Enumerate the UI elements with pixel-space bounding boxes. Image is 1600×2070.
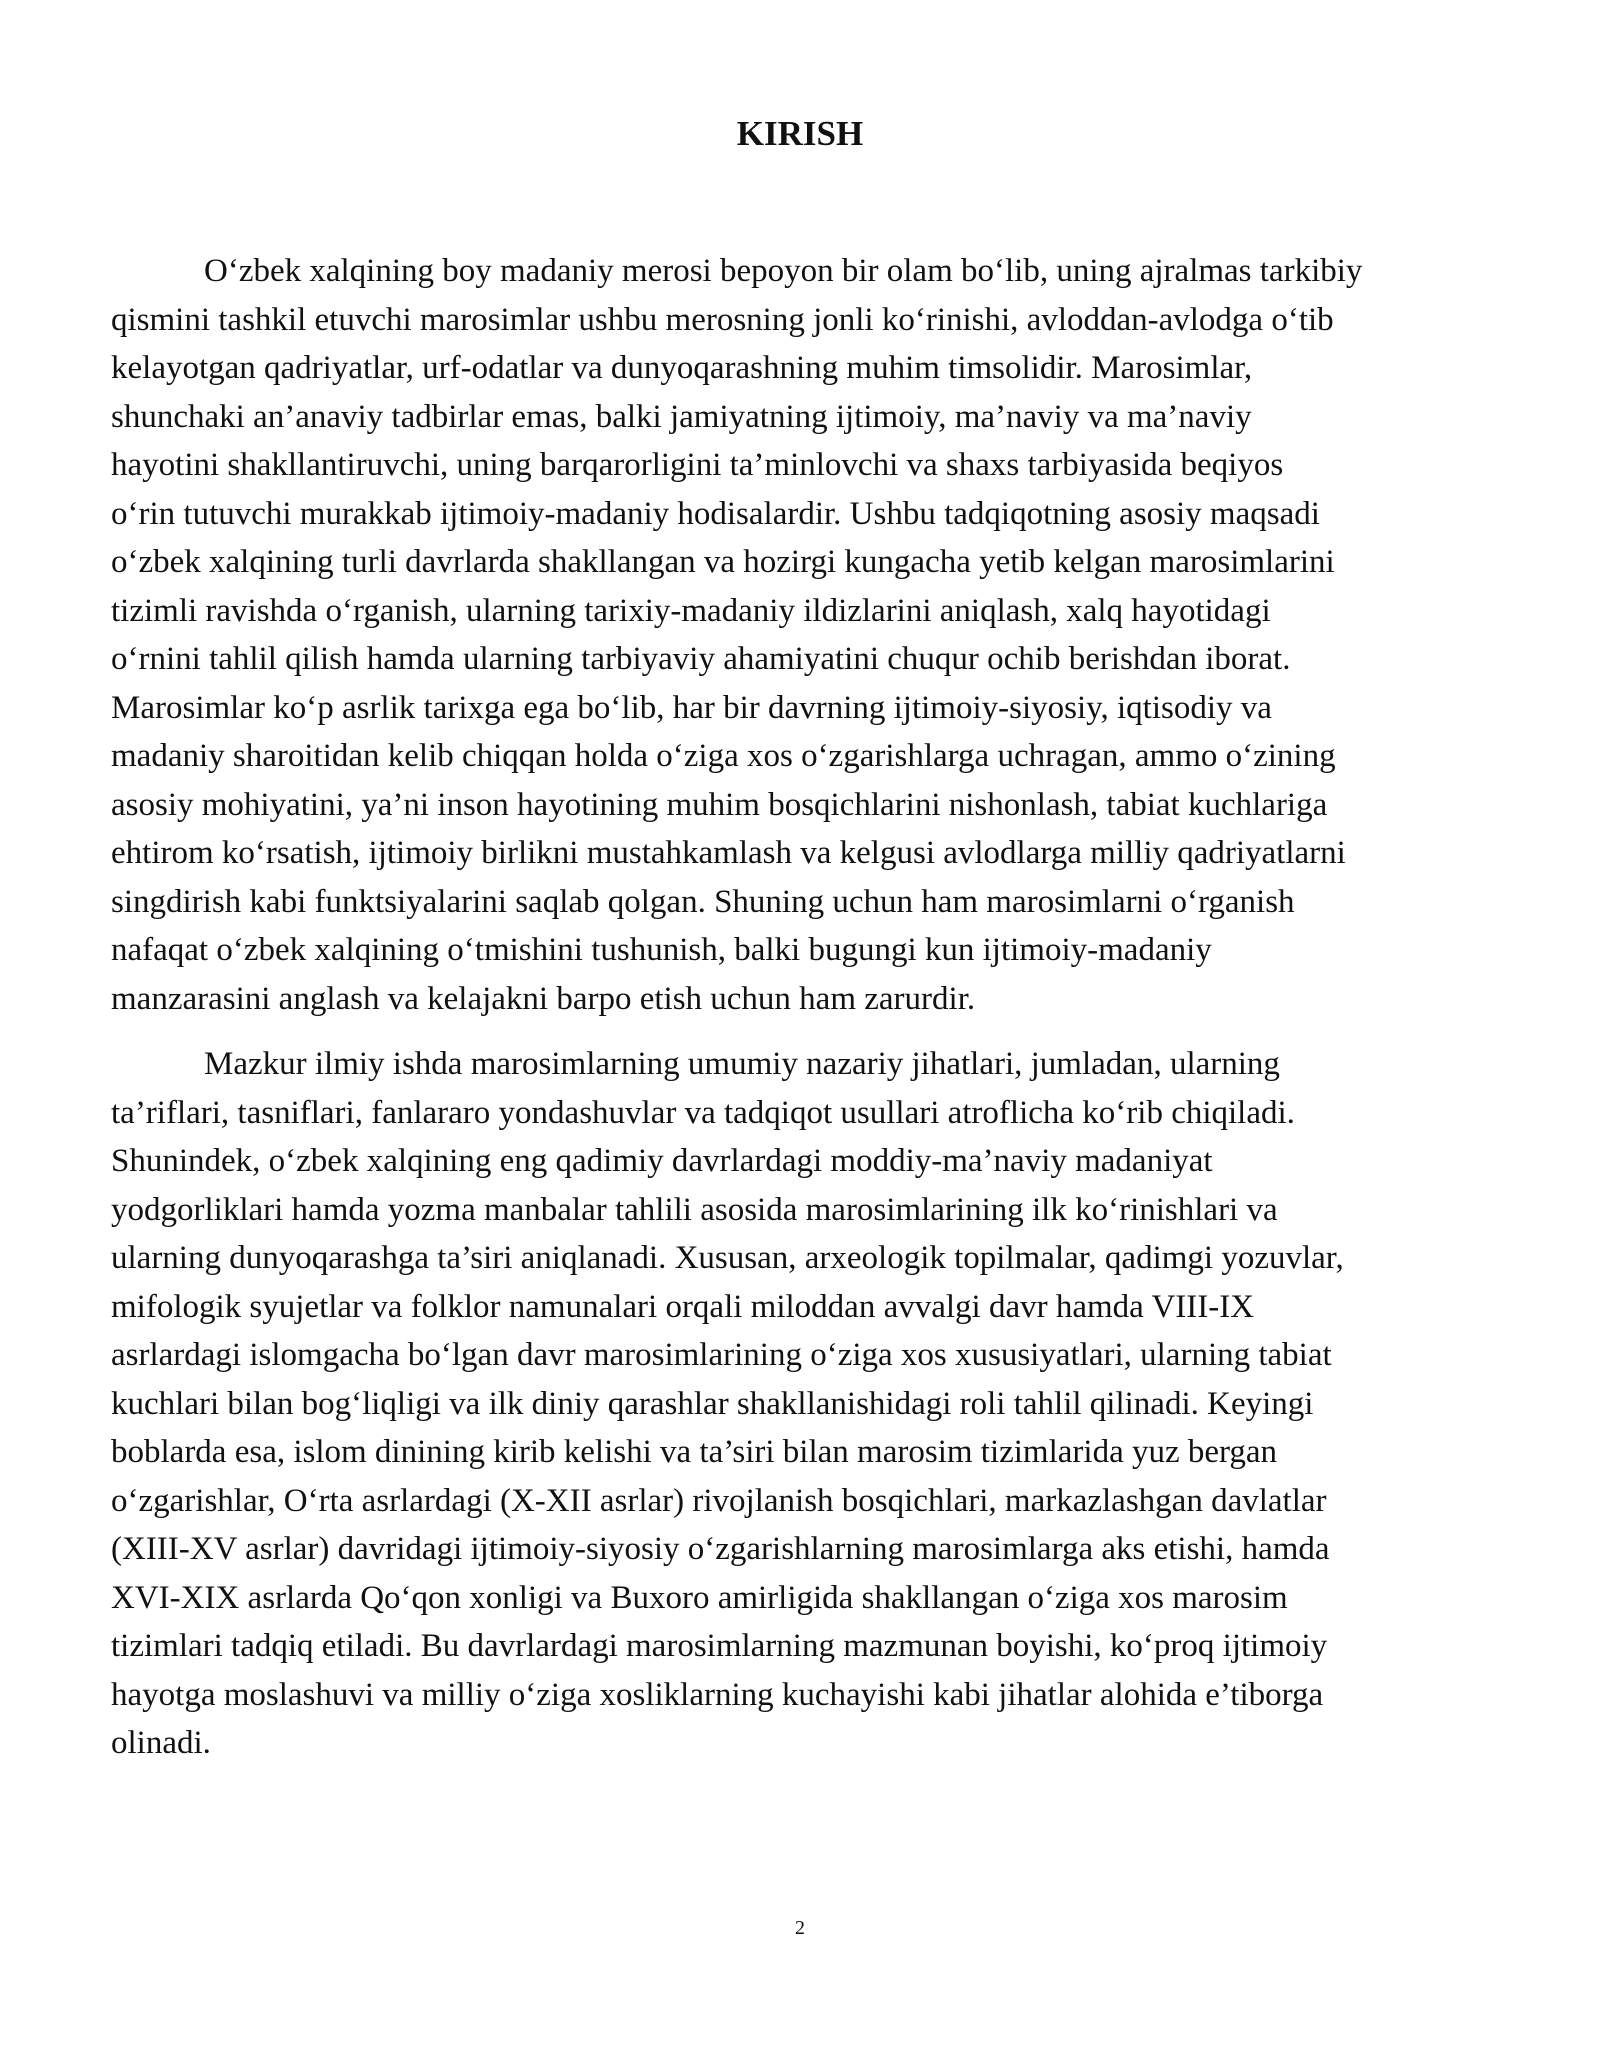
text-line: o‘rin tutuvchi murakkab ijtimoiy-madaniy hodisalardir. Ushbu tadqiqotning asosiy maqsadi [111,495,1320,532]
text-line: olinadi. [111,1725,211,1761]
text-line: (XIII-XV asrlar) davridagi ijtimoiy-siyosiy o‘zgarishlarning marosimlarga aks etishi, hamda [111,1531,1330,1567]
text-line: O‘zbek xalqining boy madaniy merosi bepoyon bir olam bo‘lib, uning ajralmas tarkibiy [204,253,1363,289]
text-line: boblarda esa, islom dinining kirib kelishi va ta’siri bilan marosim tizimlarida yuz bergan [111,1434,1278,1470]
page-number: 2 [795,1917,805,1939]
text-line: ularning dunyoqarashga ta’siri aniqlanadi. Xususan, arxeologik topilmalar, qadimgi yozuvlar, [111,1240,1344,1276]
text-line: XVI-XIX asrlarda Qo‘qon xonligi va Buxoro amirligida shakllangan o‘ziga xos marosim [111,1579,1288,1616]
paragraph [111,247,1501,1023]
text-line: asrlardagi islomgacha bo‘lgan davr marosimlarining o‘ziga xos xususiyatlari, ularning tabiat [111,1337,1332,1373]
text-line: ta’riflari, tasniflari, fanlararo yondashuvlar va tadqiqot usullari atroflicha ko‘rib chiqiladi. [111,1094,1295,1131]
text-line: tizimlari tadqiq etiladi. Bu davrlardagi marosimlarning mazmunan boyishi, ko‘proq ijtimoiy [111,1628,1328,1664]
text-line: qismini tashkil etuvchi marosimlar ushbu merosning jonli ko‘rinishi, avloddan-avlodga o‘tib [111,301,1334,338]
text-line: manzarasini anglash va kelajakni barpo etish uchun ham zarurdir. [111,980,976,1017]
text-line: o‘zbek xalqining turli davrlarda shakllangan va hozirgi kungacha yetib kelgan marosimlarini [111,544,1335,580]
body-text [111,247,1501,1785]
text-line: shunchaki an’anaviy tadbirlar emas, balki jamiyatning ijtimoiy, ma’naviy va ma’naviy [111,398,1252,435]
text-line: kuchlari bilan bog‘liqligi va ilk diniy qarashlar shakllanishidagi roli tahlil qilinadi. Keyingi [111,1385,1314,1422]
text-line: singdirish kabi funktsiyalarini saqlab qolgan. Shuning uchun ham marosimlarni o‘rganish [111,883,1295,920]
paragraph [111,1040,1501,1768]
text-line: Shunindek, o‘zbek xalqining eng qadimiy davrlardagi moddiy-ma’naviy madaniyat [111,1143,1213,1179]
text-line: Mazkur ilmiy ishda marosimlarning umumiy nazariy jihatlari, jumladan, ularning [204,1046,1280,1082]
text-line: Marosimlar ko‘p asrlik tarixga ega bo‘lib, har bir davrning ijtimoiy-siyosiy, iqtisodiy va [111,689,1272,726]
text-line: madaniy sharoitidan kelib chiqqan holda o‘ziga xos o‘zgarishlarga uchragan, ammo o‘zining [111,738,1336,774]
text-line: hayotini shakllantiruvchi, uning barqarorligini ta’minlovchi va shaxs tarbiyasida beqiyos [111,447,1284,483]
text-line: ehtirom ko‘rsatish, ijtimoiy birlikni mustahkamlash va kelgusi avlodlarga milliy qadriyatlarni [111,835,1346,871]
text-line: tizimli ravishda o‘rganish, ularning tarixiy-madaniy ildizlarini aniqlash, xalq hayotidagi [111,592,1271,629]
text-line: o‘zgarishlar, O‘rta asrlardagi (X-XII asrlar) rivojlanish bosqichlari, markazlashgan davlatlar [111,1482,1327,1519]
text-line: yodgorliklari hamda yozma manbalar tahlili asosida marosimlarining ilk ko‘rinishlari va [111,1191,1278,1228]
text-line: nafaqat o‘zbek xalqining o‘tmishini tushunish, balki bugungi kun ijtimoiy-madaniy [111,932,1212,968]
text-line: kelayotgan qadriyatlar, urf-odatlar va dunyoqarashning muhim timsolidir. Marosimlar, [111,350,1253,386]
text-line: mifologik syujetlar va folklor namunalari orqali miloddan avvalgi davr hamda VIII-IX [111,1288,1255,1325]
text-line: hayotga moslashuvi va milliy o‘ziga xosliklarning kuchayishi kabi jihatlar alohida e’tiborga [111,1676,1324,1713]
text-line: o‘rnini tahlil qilish hamda ularning tarbiyaviy ahamiyatini chuqur ochib berishdan iborat. [111,641,1291,677]
text-line: asosiy mohiyatini, ya’ni inson hayotining muhim bosqichlarini nishonlash, tabiat kuchlariga [111,786,1328,823]
page-title: KIRISH [736,114,864,153]
